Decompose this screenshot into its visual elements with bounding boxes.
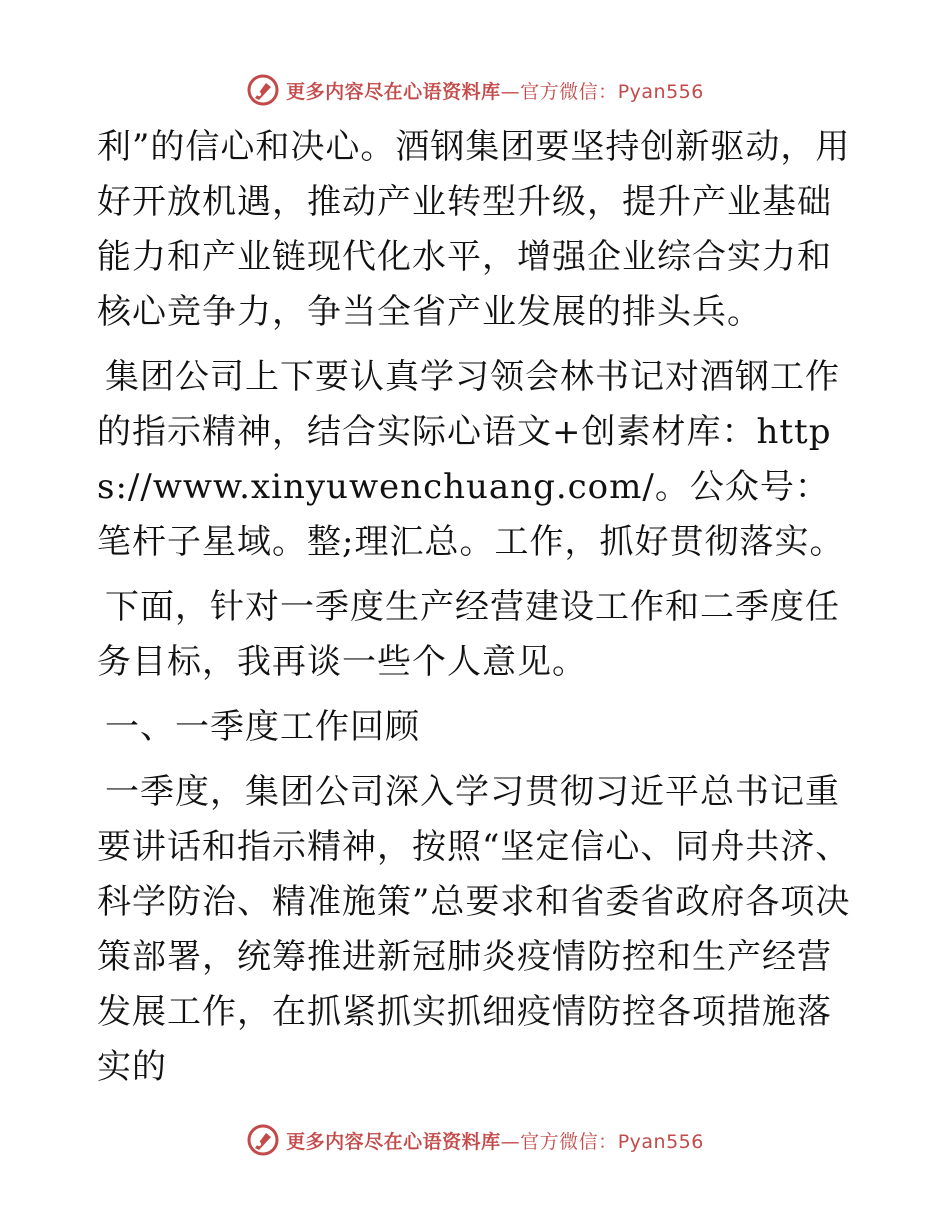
- section-heading: 一、一季度工作回顾: [105, 707, 420, 747]
- paragraph-1: 利”的信心和决心。酒钢集团要坚持创新驱动，用好开放机遇，推动产业转型升级，提升产业基础能力和产业链现代化水平，增强企业综合实力和核心竞争力，争当全省产业发展的排头兵。: [97, 127, 851, 332]
- pen-nib-circle-icon: [246, 73, 280, 107]
- paragraph-4: 一季度，集团公司深入学习贯彻习近平总书记重要讲话和指示精神，按照“坚定信心、同舟共济、科学防治、精准施策”总要求和省委省政府各项决策部署，统筹推进新冠肺炎疫情防控和生产经营发展工作，在抓紧抓实抓细疫情防控各项措施落实的: [97, 772, 851, 1087]
- banner-separator: —: [500, 80, 521, 103]
- banner-text: [286, 77, 704, 104]
- paragraph-2: 集团公司上下要认真学习领会林书记对酒钢工作的指示精神，结合实际心语文+创素材库：https://www.xinyuwenchuang.com/。公众号：笔杆子星域。整;理汇总。工作，抓好贯彻落实。: [97, 357, 845, 562]
- pen-nib-circle-icon: [246, 1123, 280, 1157]
- banner-account: Pyan556: [617, 1130, 704, 1153]
- banner-text: [286, 1127, 704, 1154]
- banner-separator: —: [500, 1130, 521, 1153]
- banner-account: Pyan556: [617, 80, 704, 103]
- banner-official-label: 官方微信：: [520, 1130, 618, 1153]
- header-banner: [0, 70, 950, 110]
- banner-brand: 更多内容尽在心语资料库: [286, 1130, 501, 1153]
- footer-banner: [0, 1120, 950, 1160]
- banner-official-label: 官方微信：: [520, 80, 618, 103]
- paragraph-3: 下面，针对一季度生产经营建设工作和二季度任务目标，我再谈一些个人意见。: [97, 587, 840, 682]
- banner-brand: 更多内容尽在心语资料库: [286, 80, 501, 103]
- document-body: [97, 120, 857, 1105]
